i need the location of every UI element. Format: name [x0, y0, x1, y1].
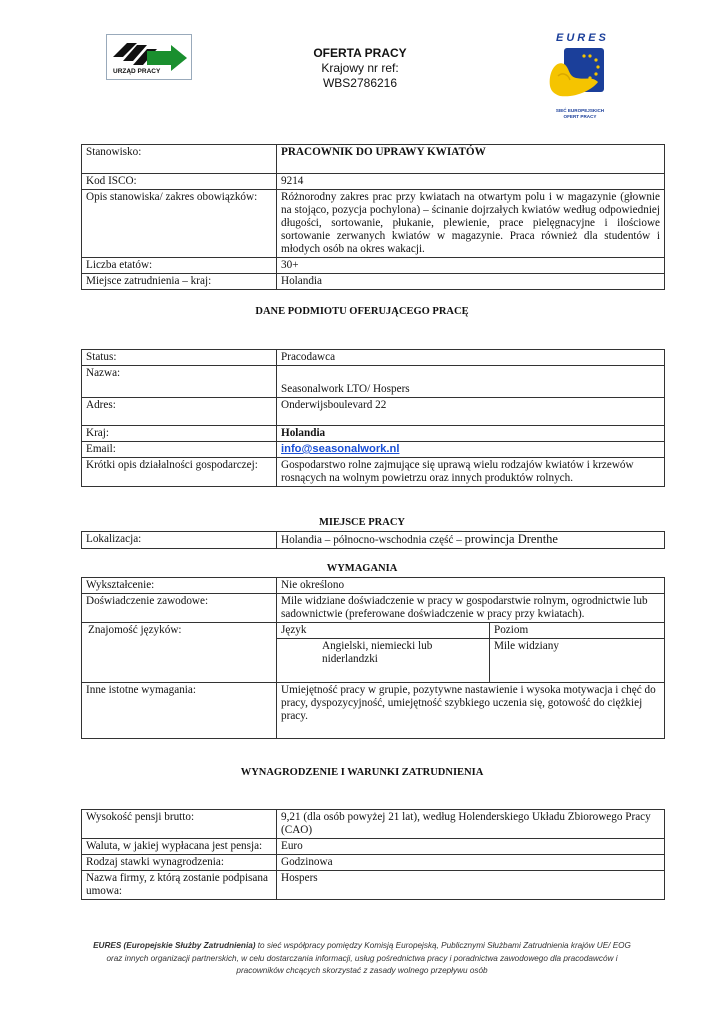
- employer-section-title: DANE PODMIOTU OFERUJĄCEGO PRACĘ: [255, 306, 469, 317]
- offer-details-table: [81, 144, 665, 290]
- table-row: [82, 426, 665, 442]
- table-row: [82, 532, 665, 549]
- education-label: Wykształcenie:: [82, 578, 277, 594]
- address-value: Onderwijsboulevard 22: [277, 398, 665, 426]
- isco-value: 9214: [277, 174, 665, 190]
- offer-header: [260, 46, 460, 91]
- languages-label: Znajomość języków:: [82, 623, 277, 683]
- employer-table: [81, 349, 665, 487]
- status-value: Pracodawca: [277, 350, 665, 366]
- description-value: Różnorodny zakres prac przy kwiatach na otwartym polu i w magazynie (głownie na stojąco, pozycja pochylona) – ścinanie dojrzałych kwiatów według odpowiedniej długości, sortowanie, płukanie, plewienie, prace pielęgnacyjne i ilościowe sortowanie zerwanych kwiatów w magazynie. Praca również dla studentów i młodych osób na okres wakacji.: [277, 190, 665, 258]
- country-value: Holandia: [277, 426, 665, 442]
- table-row: [82, 578, 665, 594]
- description-label: Opis stanowiska/ zakres obowiązków:: [82, 190, 277, 258]
- table-row: [82, 871, 665, 900]
- contract-company-label: Nazwa firmy, z którą zostanie podpisana umowa:: [82, 871, 277, 900]
- page-footer: [60, 940, 664, 978]
- isco-label: Kod ISCO:: [82, 174, 277, 190]
- activity-value: Gospodarstwo rolne zajmujące się uprawą wielu rodzajów kwiatów i krzewów rosnących na wolnym powietrzu oraz innych produktów rolnych.: [277, 458, 665, 487]
- workplace-table: [81, 531, 665, 549]
- location-value: [277, 532, 665, 549]
- table-row: [82, 442, 665, 458]
- location-value-part2: prowincja Drenthe: [464, 532, 558, 546]
- position-label: Stanowisko:: [82, 145, 277, 174]
- footer-line-2: oraz innych organizacji partnerskich, w celu dostarczania informacji, usług pośrednictwa pracy i poradnictwa zawodowego dla pracodawców i: [106, 953, 618, 963]
- location-label: Lokalizacja:: [82, 532, 277, 549]
- urzad-pracy-logo: [106, 34, 192, 80]
- name-label: Nazwa:: [82, 366, 277, 398]
- eures-caption-line2: OFERT PRACY: [563, 114, 597, 119]
- table-row: [82, 145, 665, 174]
- location-value-part1: Holandia – północno-wschodnia część –: [281, 534, 465, 546]
- footer-line-1: [60, 940, 664, 953]
- level-value: Mile widziany: [489, 639, 664, 683]
- requirements-table: [81, 577, 665, 739]
- rate-type-label: Rodzaj stawki wynagrodzenia:: [82, 855, 277, 871]
- table-row: [82, 366, 665, 398]
- offer-ref: WBS2786216: [322, 76, 398, 90]
- activity-label: Krótki opis działalności gospodarczej:: [82, 458, 277, 487]
- salary-section-title: WYNAGRODZENIE I WARUNKI ZATRUDNIENIA: [240, 767, 484, 778]
- table-row: [82, 594, 665, 623]
- experience-value: Mile widziane doświadczenie w pracy w gospodarstwie rolnym, ogrodnictwie lub sadownictwie (preferowane doświadczenie w pracy przy kwiatach).: [277, 594, 665, 623]
- eures-caption-line1: SIEĆ EUROPEJSKICH: [555, 108, 605, 113]
- eures-logo: [544, 30, 614, 120]
- country-label: Kraj:: [82, 426, 277, 442]
- table-row: [82, 839, 665, 855]
- eures-title: EURES: [556, 32, 609, 44]
- currency-value: Euro: [277, 839, 665, 855]
- fte-value: 30+: [277, 258, 665, 274]
- other-requirements-label: Inne istotne wymagania:: [82, 683, 277, 739]
- footer-line-1-rest: to sieć współpracy pomiędzy Komisją Europejską, Publicznymi Służbami Zatrudnienia krajów UE/ EOG: [255, 941, 631, 950]
- table-row: [82, 258, 665, 274]
- fte-label: Liczba etatów:: [82, 258, 277, 274]
- contract-company-value: Hospers: [277, 871, 665, 900]
- currency-label: Waluta, w jakiej wypłacana jest pensja:: [82, 839, 277, 855]
- table-row: [82, 458, 665, 487]
- language-value: Angielski, niemiecki lub niderlandzki: [277, 639, 490, 683]
- gross-salary-label: Wysokość pensji brutto:: [82, 810, 277, 839]
- table-row: [82, 683, 665, 739]
- eures-caption: [550, 108, 610, 120]
- requirements-section-title: WYMAGANIA: [326, 563, 398, 574]
- offer-title: OFERTA PRACY: [313, 46, 407, 60]
- table-row: [82, 174, 665, 190]
- position-value: PRACOWNIK DO UPRAWY KWIATÓW: [277, 145, 665, 174]
- table-row: [82, 623, 665, 639]
- level-col-header: Poziom: [489, 623, 664, 639]
- address-label: Adres:: [82, 398, 277, 426]
- place-value: Holandia: [277, 274, 665, 290]
- place-label: Miejsce zatrudnienia – kraj:: [82, 274, 277, 290]
- offer-subtitle: Krajowy nr ref:: [321, 61, 399, 75]
- footer-eures-name: EURES (Europejskie Służby Zatrudnienia): [93, 941, 256, 950]
- gross-salary-value: 9,21 (dla osób powyżej 21 lat), według Holenderskiego Układu Zbiorowego Pracy (CAO): [277, 810, 665, 839]
- table-row: [82, 274, 665, 290]
- email-link[interactable]: info@seasonalwork.nl: [281, 443, 400, 455]
- experience-label: Doświadczenie zawodowe:: [82, 594, 277, 623]
- workplace-section-title: MIEJSCE PRACY: [318, 517, 406, 528]
- language-col-header: Język: [277, 623, 490, 639]
- name-value: Seasonalwork LTO/ Hospers: [277, 366, 665, 398]
- status-label: Status:: [82, 350, 277, 366]
- table-row: [82, 855, 665, 871]
- table-row: [82, 190, 665, 258]
- footer-line-3: pracowników chcących skorzystać z zasady wolnego przepływu osób: [236, 966, 488, 975]
- eures-hand-icon: [546, 46, 608, 106]
- email-label: Email:: [82, 442, 277, 458]
- other-requirements-value: Umiejętność pracy w grupie, pozytywne nastawienie i wysoka motywacja i chęć do pracy, dyspozycyjność, umiejętność szybkiego uczenia się, gotowość do ciężkiej pracy.: [277, 683, 665, 739]
- education-value: Nie określono: [277, 578, 665, 594]
- table-row: [82, 810, 665, 839]
- table-row: [82, 350, 665, 366]
- urzad-pracy-caption: URZĄD PRACY: [113, 68, 161, 75]
- rate-type-value: Godzinowa: [277, 855, 665, 871]
- table-row: [82, 398, 665, 426]
- salary-table: [81, 809, 665, 900]
